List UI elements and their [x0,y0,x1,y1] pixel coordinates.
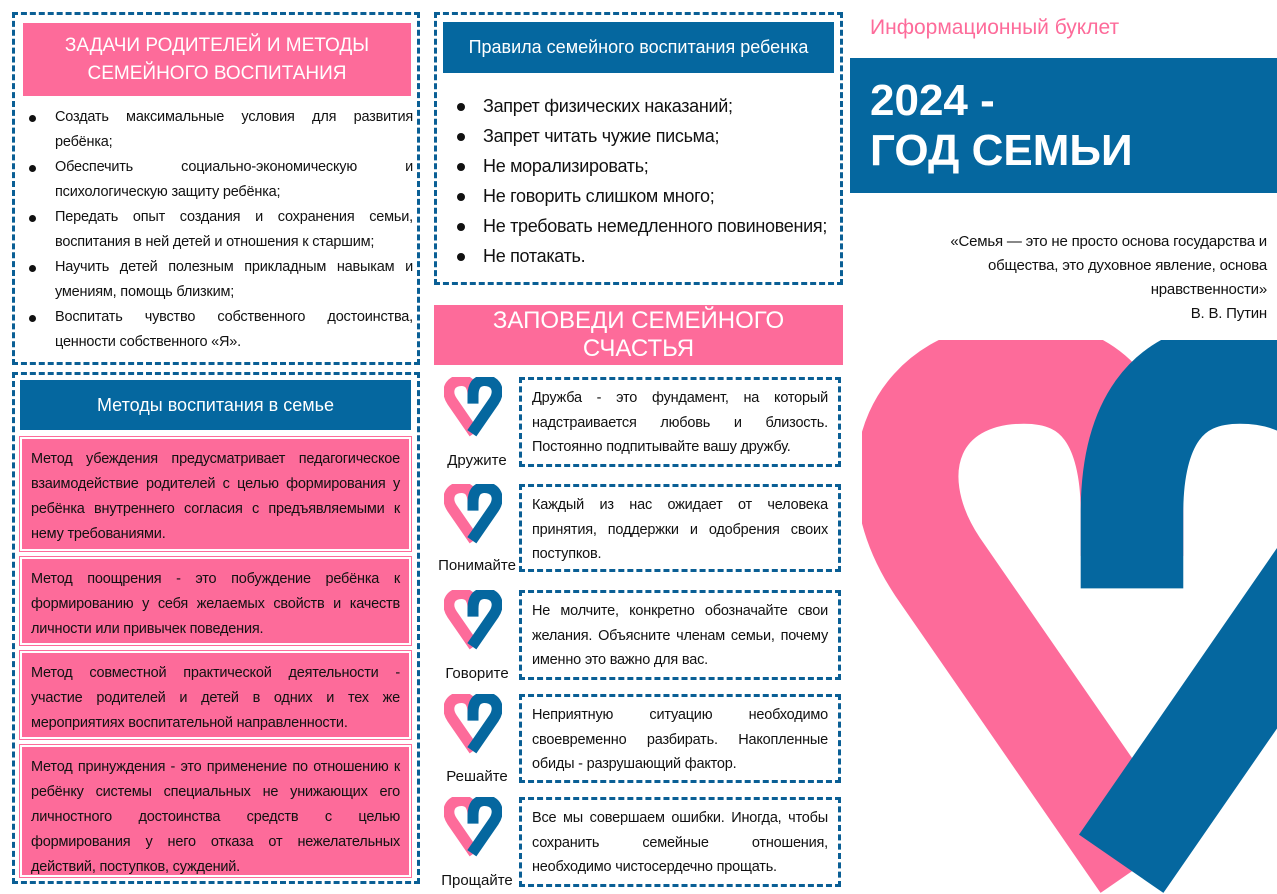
tasks-title [23,23,411,96]
quote-author: В. В. Путин [1190,305,1267,322]
list-item: Не говорить слишком много; [437,181,837,211]
methods-panel [12,372,420,884]
method-item: Метод поощрения - это побуждение ребёнка к формированию у себя желаемых свойств и качеств личности или привычек поведения. [20,557,411,645]
commandment-label: Говорите [445,665,509,682]
list-item: Обеспечить социально-экономическую и психологическую защиту ребёнка; [15,155,413,205]
list-item: Не требовать немедленного повиновения; [437,211,837,241]
method-item: Метод совместной практической деятельности - участие родителей и детей в одних и тех же мероприятиях воспитательной направленности. [20,651,411,739]
rules-list [437,91,837,271]
list-item: Не потакать. [437,241,837,271]
booklet-subtitle: Информационный буклет [870,16,1120,39]
tasks-title-line1: ЗАДАЧИ РОДИТЕЛЕЙ И МЕТОДЫ [64,34,370,56]
cover-title-line1: 2024 - [870,76,995,125]
rules-title: Правила семейного воспитания ребенка [443,22,834,73]
commandment-text: Неприятную ситуацию необходимо своевременно разбирать. Накопленные обиды - разрушающий фактор. [519,694,841,783]
list-item: Запрет читать чужие письма; [437,121,837,151]
list-item: Воспитать чувство собственного достоинства, ценности собственного «Я». [15,305,413,355]
methods-title: Методы воспитания в семье [20,380,411,430]
commandment-heart-icon [444,694,502,756]
method-item: Метод принуждения - это применение по отношению к ребёнку системы специальных не унижающих его личностного достоинства средств с целью формирования у него отказа от нежелательных действий, поступков, суждений. [20,745,411,877]
tasks-list [15,105,413,355]
list-item: Не морализировать; [437,151,837,181]
commandment-text: Все мы совершаем ошибки. Иногда, чтобы сохранить семейные отношения, необходимо чистосердечно прощать. [519,797,841,887]
commandment-text: Каждый из нас ожидает от человека принятия, поддержки и одобрения своих поступков. [519,484,841,572]
commandment-text: Не молчите, конкретно обозначайте свои желания. Объясните членам семьи, почему именно это важно для вас. [519,590,841,680]
quote [920,230,1267,326]
commandment-heart-icon [444,377,502,439]
method-item: Метод убеждения предусматривает педагогическое взаимодействие родителей с целью формирования у ребёнка внутреннего согласия с предъявляемыми к нему требованиями. [20,437,411,551]
big-heart-icon [862,340,1277,894]
commandment-heart-icon [444,590,502,652]
commandments-title: ЗАПОВЕДИ СЕМЕЙНОГО СЧАСТЬЯ [434,305,843,365]
tasks-panel [12,12,420,365]
rules-panel [434,12,843,285]
tasks-title-line2: СЕМЕЙНОГО ВОСПИТАНИЯ [87,62,347,84]
cover-title-block [850,58,1277,193]
quote-text: «Семья — это не просто основа государства и общества, это духовное явление, основа нравственности» [950,233,1267,298]
commandment-label: Прощайте [441,872,513,889]
commandment-heart-icon [444,484,502,546]
list-item: Передать опыт создания и сохранения семьи, воспитания в ней детей и отношения к старшим; [15,205,413,255]
commandment-text: Дружба - это фундамент, на который надстраивается любовь и близость. Постоянно подпитывайте вашу дружбу. [519,377,841,467]
list-item: Создать максимальные условия для развития ребёнка; [15,105,413,155]
commandment-label: Понимайте [438,557,516,574]
commandment-label: Решайте [446,768,508,785]
cover-title-line2: ГОД СЕМЬИ [870,126,1133,175]
commandment-heart-icon [444,797,502,859]
list-item: Научить детей полезным прикладным навыкам и умениям, помощь близким; [15,255,413,305]
list-item: Запрет физических наказаний; [437,91,837,121]
commandment-label: Дружите [447,452,507,469]
